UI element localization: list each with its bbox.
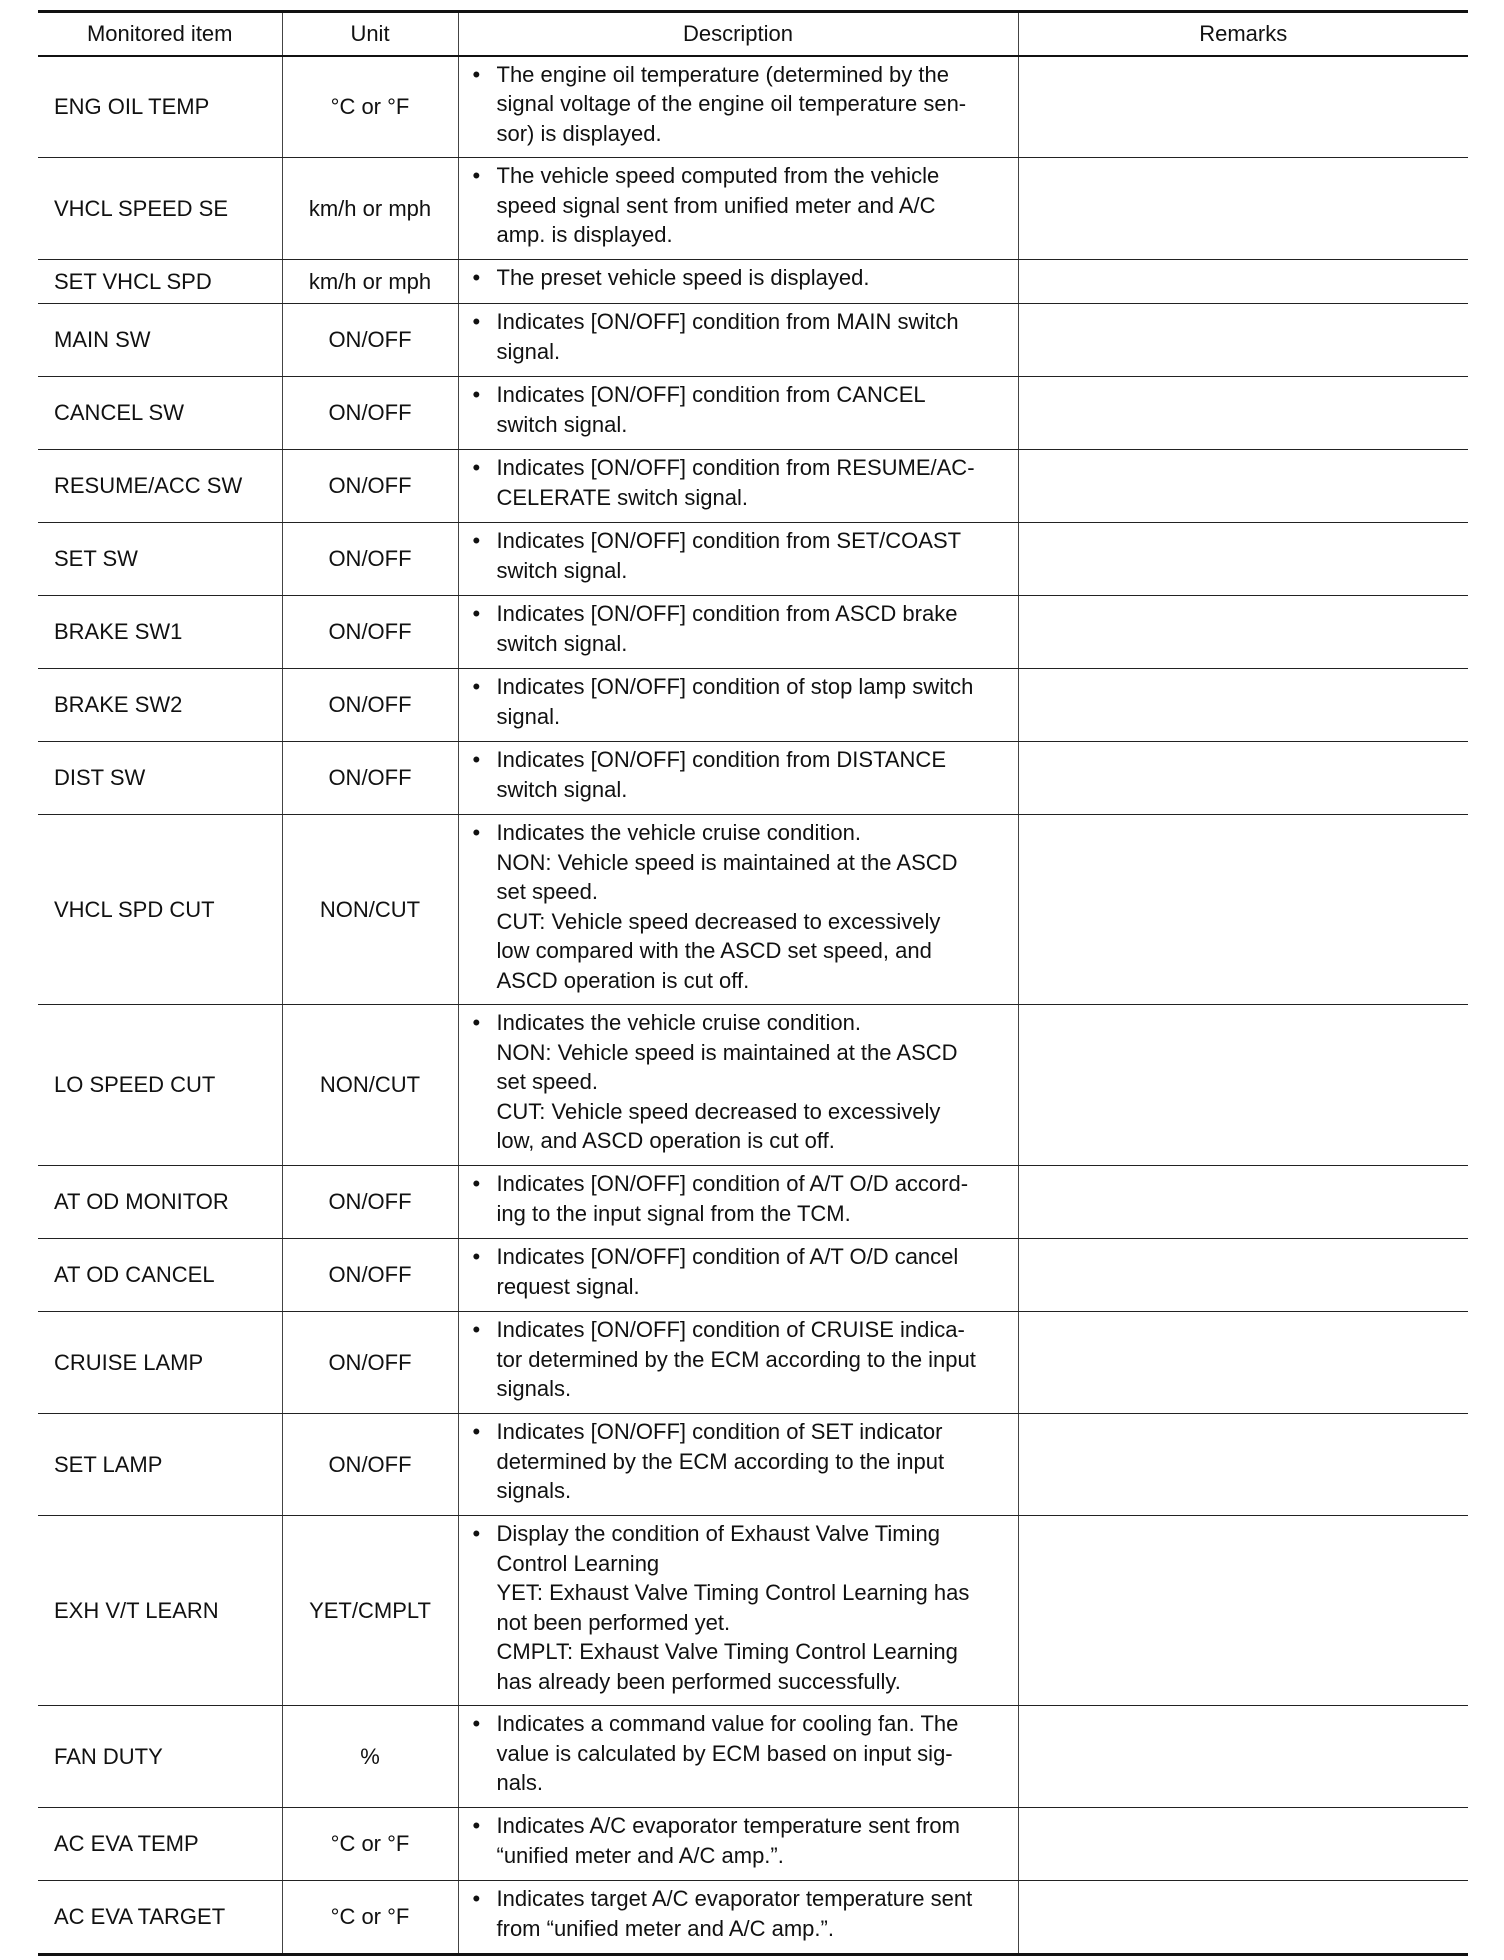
description-line: CUT: Vehicle speed decreased to excessively bbox=[496, 1098, 941, 1124]
unit-cell: ON/OFF bbox=[282, 669, 458, 742]
bullet-icon: • bbox=[472, 1244, 481, 1269]
unit-cell: °C or °F bbox=[282, 56, 458, 158]
monitored-item-cell: CRUISE LAMP bbox=[38, 1312, 282, 1414]
monitored-item-cell: MAIN SW bbox=[38, 304, 282, 377]
monitored-item-cell: RESUME/ACC SW bbox=[38, 450, 282, 523]
description-line: amp. is displayed. bbox=[496, 222, 673, 247]
unit-cell: ON/OFF bbox=[282, 1414, 458, 1516]
description-line: sor) is displayed. bbox=[496, 120, 662, 146]
description-line: switch signal. bbox=[496, 630, 628, 656]
description-line: speed signal sent from unified meter and A/C bbox=[496, 192, 936, 218]
table-row bbox=[38, 260, 1468, 304]
monitored-item-cell: DIST SW bbox=[38, 742, 282, 815]
description-line: signal voltage of the engine oil temperature sen- bbox=[496, 91, 967, 116]
description-line: Indicates A/C evaporator temperature sent from bbox=[496, 1813, 960, 1838]
unit-cell: ON/OFF bbox=[282, 1166, 458, 1239]
description-line: not been performed yet. bbox=[496, 1609, 731, 1635]
description-cell bbox=[458, 450, 1018, 523]
unit-cell: NON/CUT bbox=[282, 1005, 458, 1166]
description-cell bbox=[458, 377, 1018, 450]
table-row bbox=[38, 1414, 1468, 1516]
data-monitor-table bbox=[38, 10, 1468, 1956]
remarks-cell bbox=[1018, 742, 1468, 815]
description-line: signal. bbox=[496, 703, 561, 729]
table-body bbox=[38, 56, 1468, 1955]
unit-cell: ON/OFF bbox=[282, 1312, 458, 1414]
monitored-item-cell: SET VHCL SPD bbox=[38, 260, 282, 304]
description-line: Indicates [ON/OFF] condition of A/T O/D cancel bbox=[496, 1244, 959, 1269]
description-line: NON: Vehicle speed is maintained at the ASCD bbox=[496, 849, 958, 875]
description-cell bbox=[458, 1808, 1018, 1881]
remarks-cell bbox=[1018, 1516, 1468, 1706]
description-cell bbox=[458, 1881, 1018, 1955]
description-line: Indicates [ON/OFF] condition from DISTANCE bbox=[496, 747, 946, 772]
monitored-item-cell: FAN DUTY bbox=[38, 1706, 282, 1808]
description-cell bbox=[458, 1166, 1018, 1239]
monitored-item-cell: AC EVA TEMP bbox=[38, 1808, 282, 1881]
description-cell bbox=[458, 304, 1018, 377]
remarks-cell bbox=[1018, 596, 1468, 669]
monitored-item-cell: SET LAMP bbox=[38, 1414, 282, 1516]
monitored-item-cell: BRAKE SW2 bbox=[38, 669, 282, 742]
table-row bbox=[38, 1808, 1468, 1881]
monitored-item-cell: EXH V/T LEARN bbox=[38, 1516, 282, 1706]
description-line: set speed. bbox=[496, 879, 599, 904]
description-line: Indicates [ON/OFF] condition from SET/COAST bbox=[496, 528, 962, 553]
description-line: signals. bbox=[496, 1376, 572, 1401]
description-cell bbox=[458, 260, 1018, 304]
monitored-item-cell: LO SPEED CUT bbox=[38, 1005, 282, 1166]
header-monitored-item: Monitored item bbox=[38, 12, 282, 56]
remarks-cell bbox=[1018, 377, 1468, 450]
monitored-item-cell: SET SW bbox=[38, 523, 282, 596]
table-row bbox=[38, 815, 1468, 1005]
description-line: value is calculated by ECM based on input sig- bbox=[496, 1740, 953, 1766]
description-line: has already been performed successfully. bbox=[496, 1668, 901, 1694]
remarks-cell bbox=[1018, 815, 1468, 1005]
remarks-cell bbox=[1018, 1005, 1468, 1166]
table-row bbox=[38, 158, 1468, 260]
bullet-icon: • bbox=[472, 601, 481, 626]
bullet-icon: • bbox=[472, 163, 481, 188]
description-cell bbox=[458, 1706, 1018, 1808]
header-row bbox=[38, 12, 1468, 56]
description-line: Indicates [ON/OFF] condition from RESUME/AC- bbox=[496, 455, 975, 480]
description-line: Indicates [ON/OFF] condition of SET indicator bbox=[496, 1419, 943, 1444]
table-row bbox=[38, 1166, 1468, 1239]
remarks-cell bbox=[1018, 1881, 1468, 1955]
table-row bbox=[38, 742, 1468, 815]
description-line: switch signal. bbox=[496, 776, 628, 802]
bullet-icon: • bbox=[472, 820, 481, 845]
description-line: signals. bbox=[496, 1478, 572, 1503]
description-line: Control Learning bbox=[496, 1550, 660, 1576]
bullet-icon: • bbox=[472, 1171, 481, 1196]
bullet-icon: • bbox=[472, 1317, 481, 1342]
bullet-icon: • bbox=[472, 674, 481, 699]
unit-cell: NON/CUT bbox=[282, 815, 458, 1005]
unit-cell: ON/OFF bbox=[282, 377, 458, 450]
table-row bbox=[38, 1239, 1468, 1312]
description-line: Indicates [ON/OFF] condition of stop lamp switch bbox=[496, 674, 974, 699]
description-line: CUT: Vehicle speed decreased to excessively bbox=[496, 908, 941, 934]
description-line: signal. bbox=[496, 338, 561, 364]
table-row bbox=[38, 669, 1468, 742]
bullet-icon: • bbox=[472, 61, 481, 87]
monitored-item-cell: VHCL SPD CUT bbox=[38, 815, 282, 1005]
unit-cell: km/h or mph bbox=[282, 260, 458, 304]
bullet-icon: • bbox=[472, 528, 481, 553]
description-line: “unified meter and A/C amp.”. bbox=[496, 1842, 784, 1868]
remarks-cell bbox=[1018, 1239, 1468, 1312]
bullet-icon: • bbox=[472, 1010, 481, 1035]
unit-cell: ON/OFF bbox=[282, 1239, 458, 1312]
remarks-cell bbox=[1018, 304, 1468, 377]
header-remarks: Remarks bbox=[1018, 12, 1468, 56]
description-line: Indicates [ON/OFF] condition from MAIN switch bbox=[496, 309, 959, 334]
remarks-cell bbox=[1018, 1166, 1468, 1239]
remarks-cell bbox=[1018, 260, 1468, 304]
description-line: YET: Exhaust Valve Timing Control Learning has bbox=[496, 1580, 970, 1605]
monitored-item-cell: AT OD CANCEL bbox=[38, 1239, 282, 1312]
bullet-icon: • bbox=[472, 455, 481, 480]
description-cell bbox=[458, 1312, 1018, 1414]
description-line: CELERATE switch signal. bbox=[496, 484, 748, 510]
description-cell bbox=[458, 1414, 1018, 1516]
description-cell bbox=[458, 1239, 1018, 1312]
unit-cell: °C or °F bbox=[282, 1881, 458, 1955]
table-row bbox=[38, 1312, 1468, 1414]
table-row bbox=[38, 56, 1468, 158]
monitored-item-cell: BRAKE SW1 bbox=[38, 596, 282, 669]
monitored-item-cell: CANCEL SW bbox=[38, 377, 282, 450]
bullet-icon: • bbox=[472, 1521, 481, 1546]
unit-cell: ON/OFF bbox=[282, 596, 458, 669]
table-row bbox=[38, 523, 1468, 596]
description-cell bbox=[458, 596, 1018, 669]
monitored-item-cell: ENG OIL TEMP bbox=[38, 56, 282, 158]
table-row bbox=[38, 1516, 1468, 1706]
table-row bbox=[38, 596, 1468, 669]
unit-cell: km/h or mph bbox=[282, 158, 458, 260]
remarks-cell bbox=[1018, 1312, 1468, 1414]
unit-cell: % bbox=[282, 1706, 458, 1808]
remarks-cell bbox=[1018, 1808, 1468, 1881]
table-row bbox=[38, 377, 1468, 450]
bullet-icon: • bbox=[472, 1711, 481, 1736]
description-cell bbox=[458, 523, 1018, 596]
description-line: switch signal. bbox=[496, 557, 628, 583]
description-cell bbox=[458, 742, 1018, 815]
description-line: The engine oil temperature (determined by the bbox=[496, 61, 949, 87]
table-row bbox=[38, 1005, 1468, 1166]
description-line: The preset vehicle speed is displayed. bbox=[496, 265, 870, 290]
description-line: Indicates [ON/OFF] condition of CRUISE indica- bbox=[496, 1317, 965, 1342]
description-line: Indicates a command value for cooling fan. The bbox=[496, 1711, 959, 1736]
bullet-icon: • bbox=[472, 265, 481, 290]
table-row bbox=[38, 1706, 1468, 1808]
bullet-icon: • bbox=[472, 309, 481, 334]
description-line: Indicates target A/C evaporator temperature sent bbox=[496, 1886, 973, 1911]
remarks-cell bbox=[1018, 56, 1468, 158]
description-line: Display the condition of Exhaust Valve Timing bbox=[496, 1521, 940, 1546]
description-line: set speed. bbox=[496, 1069, 599, 1094]
table-row bbox=[38, 450, 1468, 523]
bullet-icon: • bbox=[472, 1886, 481, 1911]
bullet-icon: • bbox=[472, 1419, 481, 1444]
description-cell bbox=[458, 56, 1018, 158]
unit-cell: ON/OFF bbox=[282, 742, 458, 815]
unit-cell: °C or °F bbox=[282, 1808, 458, 1881]
remarks-cell bbox=[1018, 669, 1468, 742]
description-cell bbox=[458, 158, 1018, 260]
unit-cell: ON/OFF bbox=[282, 523, 458, 596]
unit-cell: ON/OFF bbox=[282, 450, 458, 523]
description-line: CMPLT: Exhaust Valve Timing Control Learning bbox=[496, 1639, 958, 1664]
description-line: Indicates [ON/OFF] condition from ASCD brake bbox=[496, 601, 958, 626]
monitored-item-cell: AC EVA TARGET bbox=[38, 1881, 282, 1955]
description-line: nals. bbox=[496, 1770, 543, 1795]
bullet-icon: • bbox=[472, 747, 481, 772]
monitored-item-cell: AT OD MONITOR bbox=[38, 1166, 282, 1239]
description-line: low compared with the ASCD set speed, and bbox=[496, 938, 932, 963]
description-cell bbox=[458, 1005, 1018, 1166]
remarks-cell bbox=[1018, 1706, 1468, 1808]
table-row bbox=[38, 1881, 1468, 1955]
description-line: The vehicle speed computed from the vehicle bbox=[496, 163, 940, 188]
description-line: ing to the input signal from the TCM. bbox=[496, 1200, 851, 1226]
monitored-item-cell: VHCL SPEED SE bbox=[38, 158, 282, 260]
description-line: NON: Vehicle speed is maintained at the ASCD bbox=[496, 1039, 958, 1065]
unit-cell: YET/CMPLT bbox=[282, 1516, 458, 1706]
description-line: from “unified meter and A/C amp.”. bbox=[496, 1915, 834, 1941]
description-line: Indicates [ON/OFF] condition of A/T O/D accord- bbox=[496, 1171, 969, 1196]
description-line: request signal. bbox=[496, 1273, 640, 1299]
description-cell bbox=[458, 815, 1018, 1005]
header-unit: Unit bbox=[282, 12, 458, 56]
unit-cell: ON/OFF bbox=[282, 304, 458, 377]
remarks-cell bbox=[1018, 158, 1468, 260]
description-cell bbox=[458, 1516, 1018, 1706]
header-description: Description bbox=[458, 12, 1018, 56]
description-line: low, and ASCD operation is cut off. bbox=[496, 1128, 835, 1153]
remarks-cell bbox=[1018, 450, 1468, 523]
description-line: determined by the ECM according to the input bbox=[496, 1448, 945, 1474]
table-row bbox=[38, 304, 1468, 377]
description-line: Indicates the vehicle cruise condition. bbox=[496, 1010, 861, 1035]
description-line: switch signal. bbox=[496, 411, 628, 437]
description-cell bbox=[458, 669, 1018, 742]
description-line: ASCD operation is cut off. bbox=[496, 967, 750, 993]
description-line: Indicates [ON/OFF] condition from CANCEL bbox=[496, 382, 926, 407]
bullet-icon: • bbox=[472, 1813, 481, 1838]
remarks-cell bbox=[1018, 1414, 1468, 1516]
bullet-icon: • bbox=[472, 382, 481, 407]
description-line: Indicates the vehicle cruise condition. bbox=[496, 820, 861, 845]
remarks-cell bbox=[1018, 523, 1468, 596]
description-line: tor determined by the ECM according to the input bbox=[496, 1346, 976, 1372]
